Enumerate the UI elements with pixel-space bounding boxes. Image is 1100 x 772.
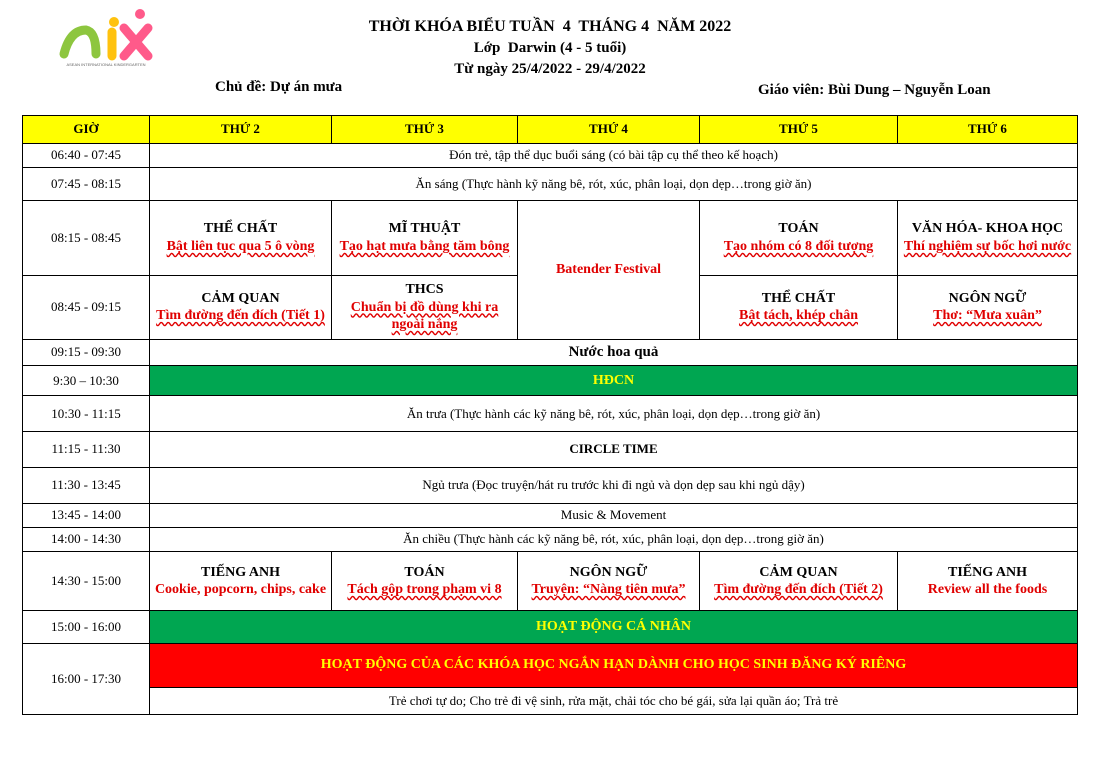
subject-label: NGÔN NGỮ — [948, 290, 1027, 306]
subject-label: NGÔN NGỮ — [569, 564, 648, 580]
table-row — [23, 366, 1078, 396]
subject-label: TIẾNG ANH — [948, 564, 1027, 580]
activity-cell: Ăn sáng (Thực hành kỹ năng bê, rót, xúc, phân loại, dọn dẹp…trong giờ ăn) — [150, 168, 1078, 201]
activity-label: Bật liên tục qua 5 ô vòng — [166, 238, 315, 254]
lesson-cell-thu — [700, 275, 898, 339]
subject-label: TIẾNG ANH — [201, 564, 280, 580]
subject-label: THCS — [405, 282, 444, 298]
subject-label: TOÁN — [778, 221, 819, 237]
time-cell: 14:30 - 15:00 — [23, 552, 150, 611]
col-header-mon: THỨ 2 — [150, 116, 332, 144]
table-row — [23, 432, 1078, 467]
activity-label: Tạo nhóm có 8 đối tượng — [723, 238, 874, 254]
activity-band: HĐCN — [150, 366, 1078, 396]
time-cell: 13:45 - 14:00 — [23, 503, 150, 527]
activity-label: Batender Festival — [555, 262, 662, 278]
time-cell: 15:00 - 16:00 — [23, 611, 150, 643]
lesson-cell-mon — [150, 552, 332, 611]
time-cell: 9:30 – 10:30 — [23, 366, 150, 396]
logo-subtext: ASEAN INTERNATIONAL KINDERGARTEN — [66, 62, 146, 67]
teacher-label: Giáo viên: Bùi Dung – Nguyễn Loan — [758, 82, 991, 98]
col-header-tue: THỨ 3 — [332, 116, 518, 144]
lesson-cell-tue — [332, 275, 518, 339]
time-cell: 16:00 - 17:30 — [23, 643, 150, 714]
lesson-cell-tue — [332, 552, 518, 611]
activity-label: Tách gộp trong phạm vi 8 — [347, 582, 502, 598]
time-cell: 08:15 - 08:45 — [23, 201, 150, 275]
time-cell: 14:00 - 14:30 — [23, 527, 150, 551]
time-cell: 09:15 - 09:30 — [23, 340, 150, 366]
activity-cell: Trẻ chơi tự do; Cho trẻ đi vệ sinh, rửa mặt, chải tóc cho bé gái, sửa lại quần áo; Trả trẻ — [150, 687, 1078, 714]
subject-label: MĨ THUẬT — [388, 221, 461, 237]
timetable — [22, 115, 1078, 715]
activity-label: Thí nghiệm sự bốc hơi nước — [903, 238, 1072, 254]
activity-label: Tìm đường đến đích (Tiết 1) — [156, 308, 325, 324]
table-row — [23, 687, 1078, 714]
activity-cell: Ngủ trưa (Đọc truyện/hát ru trước khi đi ngủ và dọn dẹp sau khi ngủ dậy) — [150, 467, 1078, 503]
topic-label: Chủ đề: Dự án mưa — [215, 79, 343, 95]
col-header-wed: THỨ 4 — [518, 116, 700, 144]
table-row — [23, 396, 1078, 432]
lesson-cell-mon — [150, 275, 332, 339]
table-row — [23, 611, 1078, 643]
col-header-fri: THỨ 6 — [898, 116, 1078, 144]
lesson-cell-wed — [518, 201, 700, 340]
time-cell: 10:30 - 11:15 — [23, 396, 150, 432]
table-row — [23, 467, 1078, 503]
class-line: Lớp Darwin (4 - 5 tuổi) — [473, 40, 627, 56]
col-header-thu: THỨ 5 — [700, 116, 898, 144]
lesson-cell-fri — [898, 201, 1078, 275]
activity-cell: Music & Movement — [150, 503, 1078, 527]
subject-label: THỂ CHẤT — [761, 290, 836, 306]
time-cell: 08:45 - 09:15 — [23, 275, 150, 339]
activity-label: Chuẩn bị đồ dùng khi ra ngoài nắng — [350, 299, 499, 333]
lesson-cell-mon — [150, 201, 332, 275]
subject-label: TOÁN — [404, 564, 445, 580]
activity-label: Cookie, popcorn, chips, cake — [154, 582, 327, 598]
table-row — [23, 144, 1078, 168]
activity-label: Bật tách, khép chân — [738, 308, 859, 324]
lesson-cell-fri — [898, 552, 1078, 611]
lesson-cell-thu — [700, 552, 898, 611]
activity-band: HOẠT ĐỘNG CÁ NHÂN — [150, 611, 1078, 643]
table-row — [23, 503, 1078, 527]
schedule-title: THỜI KHÓA BIỂU TUẦN 4 THÁNG 4 NĂM 2022 — [368, 18, 732, 35]
time-cell: 07:45 - 08:15 — [23, 168, 150, 201]
table-row — [23, 168, 1078, 201]
time-cell: 11:30 - 13:45 — [23, 467, 150, 503]
col-header-time: GIỜ — [23, 116, 150, 144]
table-row — [23, 643, 1078, 687]
activity-cell: Ăn trưa (Thực hành các kỹ năng bê, rót, xúc, phân loại, dọn dẹp…trong giờ ăn) — [150, 396, 1078, 432]
activity-label: Thơ: “Mưa xuân” — [933, 308, 1042, 324]
activity-cell: CIRCLE TIME — [150, 432, 1078, 467]
subject-label: CẢM QUAN — [201, 290, 280, 306]
header-row — [23, 116, 1078, 144]
activity-cell: Đón trẻ, tập thể dục buổi sáng (có bài tập cụ thể theo kế hoạch) — [150, 144, 1078, 168]
date-range: Từ ngày 25/4/2022 - 29/4/2022 — [454, 61, 646, 77]
activity-label: Truyện: “Nàng tiên mưa” — [531, 582, 686, 598]
activity-label: Tạo hạt mưa bằng tăm bông — [339, 238, 510, 254]
activity-band: HOẠT ĐỘNG CỦA CÁC KHÓA HỌC NGẮN HẠN DÀNH CHO HỌC SINH ĐĂNG KÝ RIÊNG — [150, 643, 1078, 687]
activity-label: Tìm đường đến đích (Tiết 2) — [714, 582, 883, 598]
lesson-cell-tue — [332, 201, 518, 275]
table-row — [23, 552, 1078, 611]
activity-label: Review all the foods — [927, 582, 1048, 598]
subject-label: THỂ CHẤT — [203, 221, 278, 237]
lesson-cell-wed — [518, 552, 700, 611]
time-cell: 11:15 - 11:30 — [23, 432, 150, 467]
table-row — [23, 340, 1078, 366]
subject-label: VĂN HÓA- KHOA HỌC — [911, 221, 1064, 237]
table-row — [23, 527, 1078, 551]
activity-cell: Nước hoa quả — [150, 340, 1078, 366]
table-row — [23, 201, 1078, 275]
time-cell: 06:40 - 07:45 — [23, 144, 150, 168]
subject-label: CẢM QUAN — [759, 564, 838, 580]
lesson-cell-thu — [700, 201, 898, 275]
lesson-cell-fri — [898, 275, 1078, 339]
activity-cell: Ăn chiều (Thực hành các kỹ năng bê, rót, xúc, phân loại, dọn dẹp…trong giờ ăn) — [150, 527, 1078, 551]
